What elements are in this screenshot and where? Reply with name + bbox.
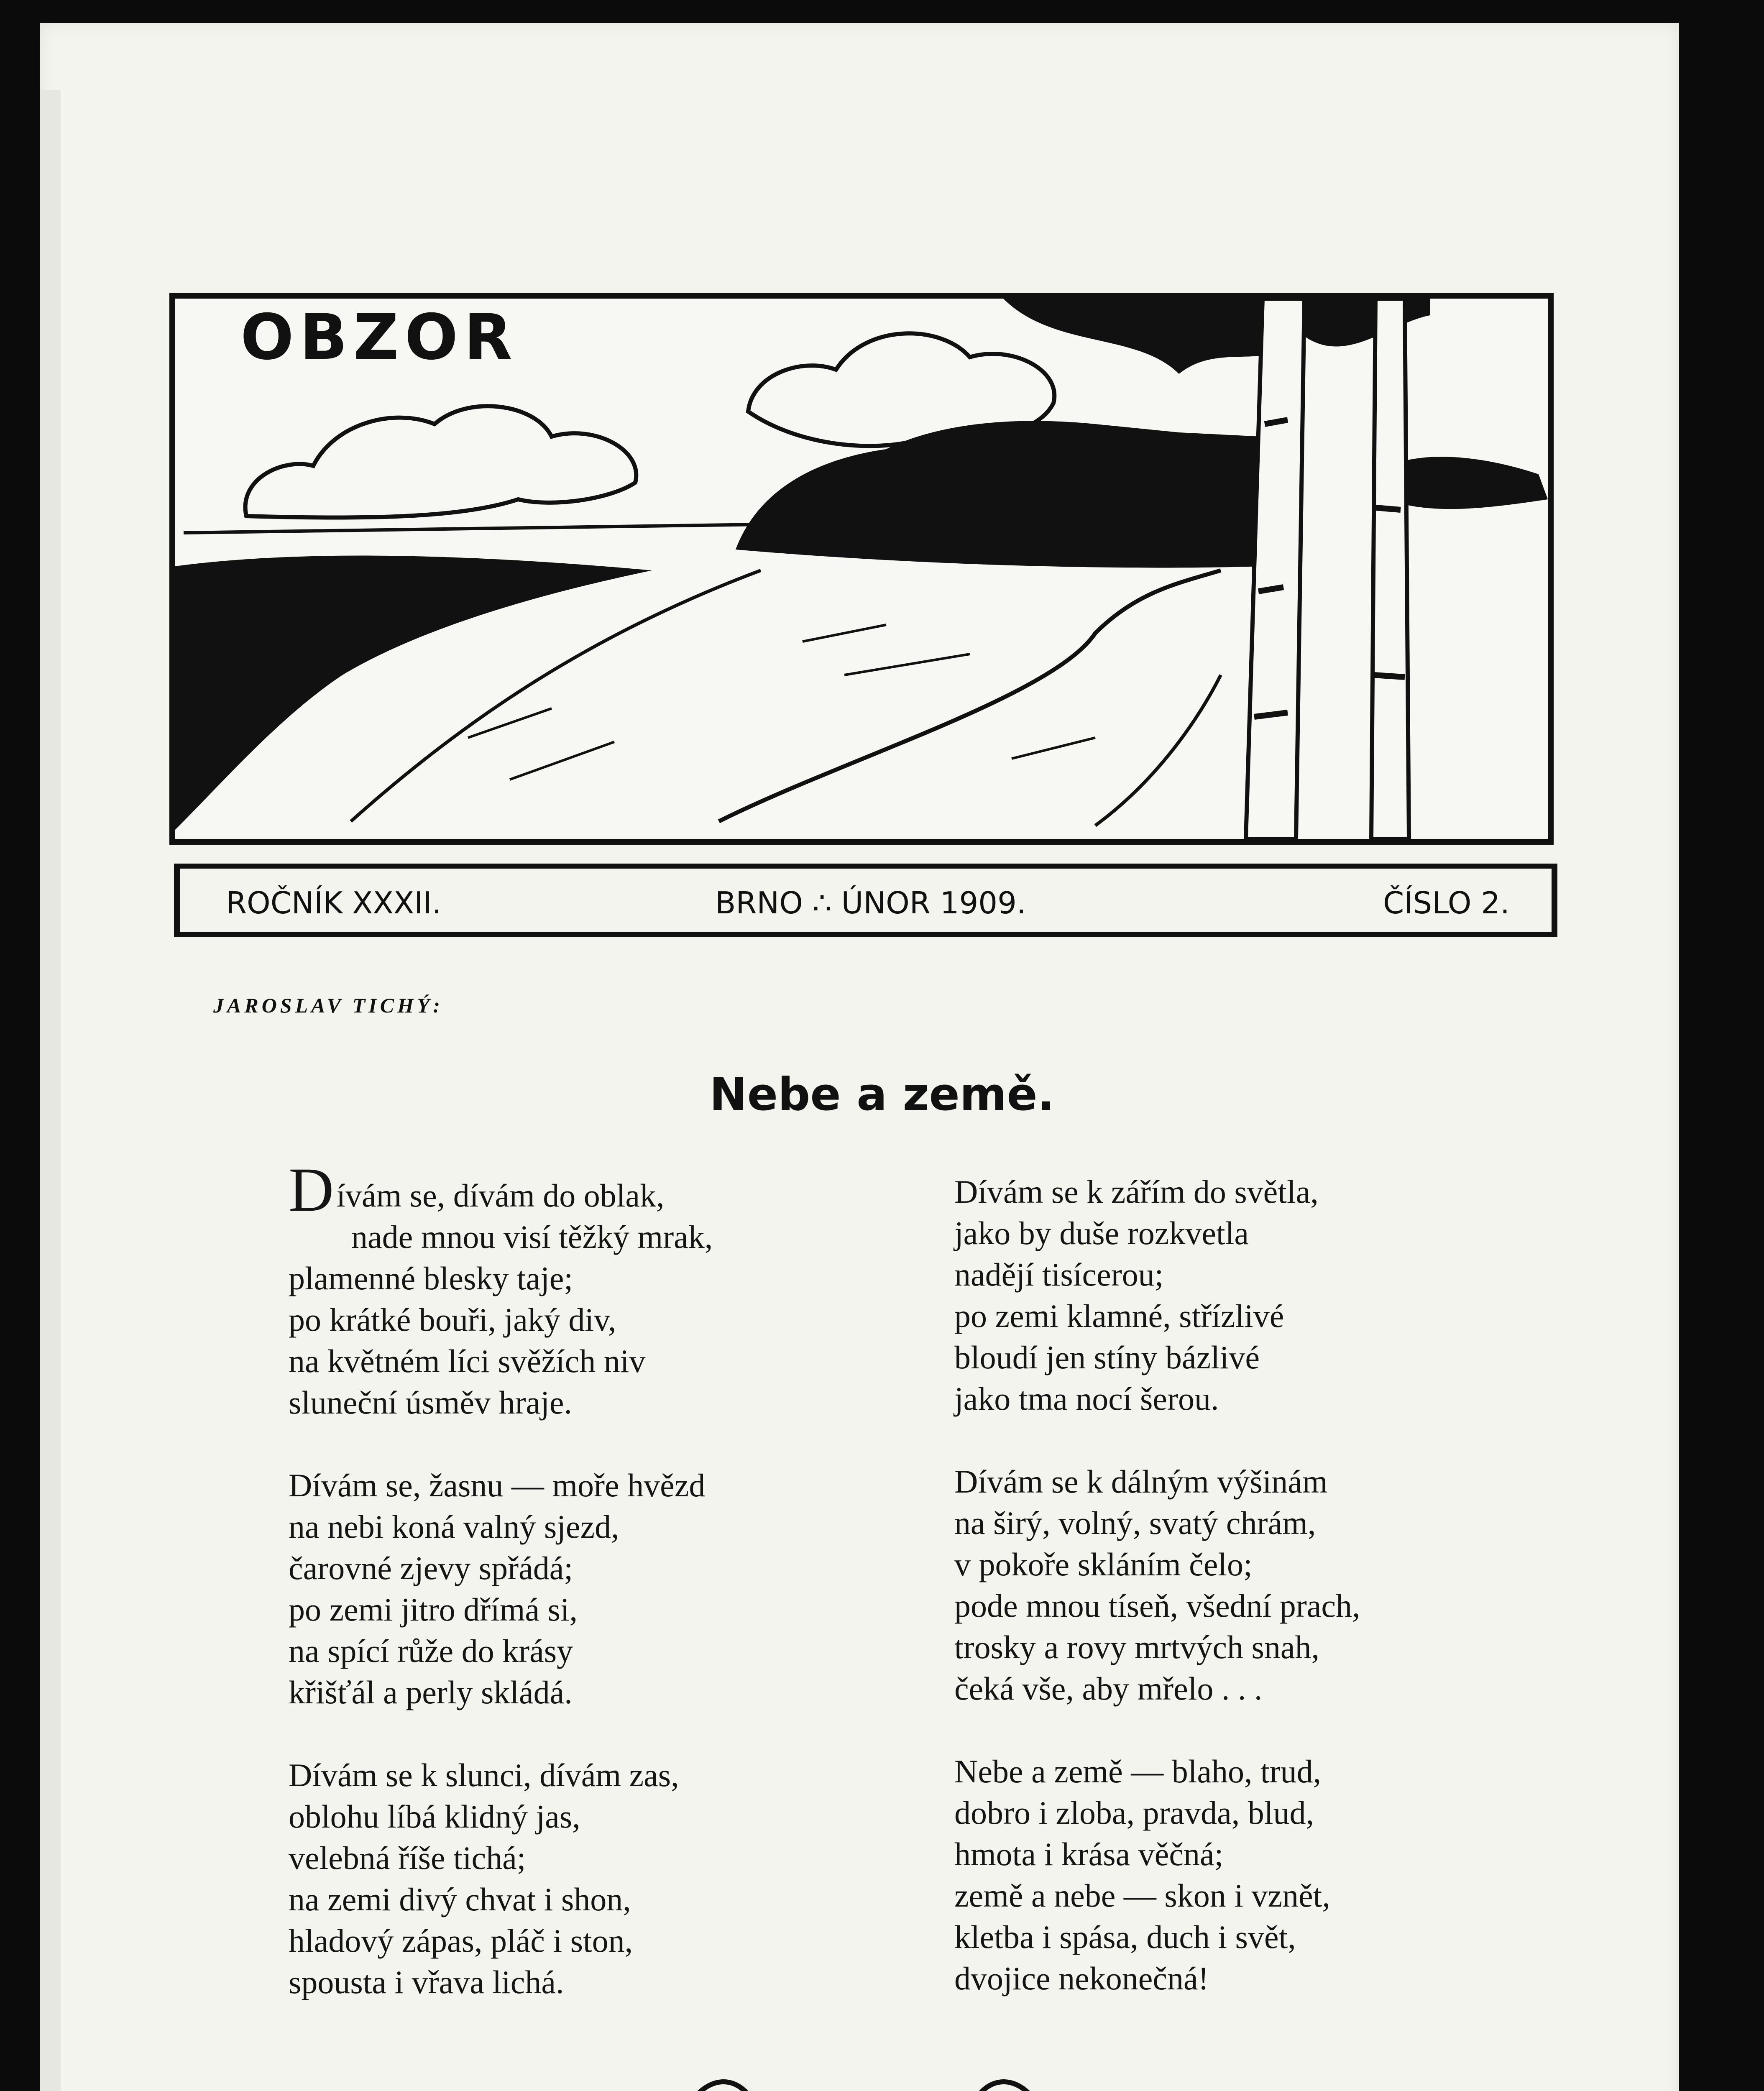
poem-line: jako tma nocí šerou. (954, 1380, 1219, 1417)
poem-line: dobro i zloba, pravda, blud, (954, 1794, 1314, 1831)
poem-line (289, 1155, 882, 1224)
poem-line: na širý, volný, svatý chrám, (954, 1505, 1316, 1541)
stanza (954, 1461, 1548, 1709)
poem-line: nadějí tisícerou; (954, 1256, 1164, 1293)
poem-line: na spící růže do krásy (289, 1633, 573, 1669)
poem-line: plamenné blesky taje; (289, 1260, 573, 1296)
poem-line: trosky a rovy mrtvých snah, (954, 1629, 1320, 1665)
stanza (289, 1155, 882, 1423)
poem-line-rest: ívám se, dívám do oblak, (336, 1177, 665, 1214)
poem-line: po zemi jitro dřímá si, (289, 1591, 578, 1628)
poem-line: čeká vše, aby mřelo . . . (954, 1670, 1263, 1707)
author-byline: JAROSLAV TICHÝ: (213, 994, 444, 1017)
issue-number-label: ČÍSLO 2. (1383, 885, 1510, 920)
poem-line: v pokoře skláním čelo; (954, 1546, 1253, 1582)
poem-left-column (289, 1155, 882, 2044)
poem-right-column (954, 1171, 1548, 2040)
stanza (954, 1171, 1548, 1419)
landscape-drawing (175, 299, 1548, 839)
poem-title: Nebe a země. (709, 1069, 1055, 1121)
poem-line: Dívám se k dálným výšinám (954, 1463, 1328, 1500)
poem-line: křišťál a perly skládá. (289, 1674, 573, 1710)
poem-line: čarovné zjevy spřádá; (289, 1550, 573, 1586)
poem-line: Dívám se k slunci, dívám zas, (289, 1757, 679, 1793)
poem-line: po zemi klamné, střízlivé (954, 1298, 1284, 1334)
poem-line: nade mnou visí těžký mrak, (351, 1219, 713, 1255)
poem-line: hmota i krása věčná; (954, 1836, 1224, 1872)
masthead-title: OBZOR (240, 301, 518, 374)
stanza (954, 1751, 1548, 1999)
poem-line: Nebe a země — blaho, trud, (954, 1753, 1322, 1789)
poem-line: oblohu líbá klidný jas, (289, 1798, 580, 1835)
poem-line: po krátké bouři, jaký div, (289, 1301, 616, 1338)
issue-bar-left-rule (174, 864, 180, 937)
place-date-label: BRNO ∴ ÚNOR 1909. (715, 885, 1026, 920)
poem-line: velebná říše tichá; (289, 1840, 526, 1876)
poem-line: země a nebe — skon i vznět, (954, 1877, 1330, 1914)
volume-label: ROČNÍK XXXII. (226, 885, 442, 920)
poem-line: jako by duše rozkvetla (954, 1215, 1249, 1251)
poem-line: pode mnou tíseň, všední prach, (954, 1587, 1360, 1624)
issue-bar (180, 864, 1552, 937)
issue-bar-right-rule (1552, 864, 1557, 937)
stanza (289, 1754, 882, 2003)
poem-line: hladový zápas, pláč i ston, (289, 1922, 633, 1959)
poem-line: na nebi koná valný sjezd, (289, 1508, 619, 1545)
stanza (289, 1465, 882, 1713)
poem-line: na zemi divý chvat i shon, (289, 1881, 631, 1917)
poem-line: spousta i vřava lichá. (289, 1964, 564, 2000)
poem-line: bloudí jen stíny bázlivé (954, 1339, 1260, 1375)
poem-line: kletba i spása, duch i svět, (954, 1919, 1296, 1955)
poem-line: sluneční úsměv hraje. (289, 1384, 572, 1421)
poem-line: na květném líci svěžích niv (289, 1343, 646, 1379)
poem-line: Dívám se k zářím do světla, (954, 1173, 1319, 1210)
ornamental-vignette (439, 2070, 1288, 2091)
drop-cap: D (289, 1155, 334, 1224)
header-illustration (169, 293, 1554, 845)
poem-line: dvojice nekonečná! (954, 1960, 1209, 1996)
poem-line: Dívám se, žasnu — moře hvězd (289, 1467, 706, 1503)
